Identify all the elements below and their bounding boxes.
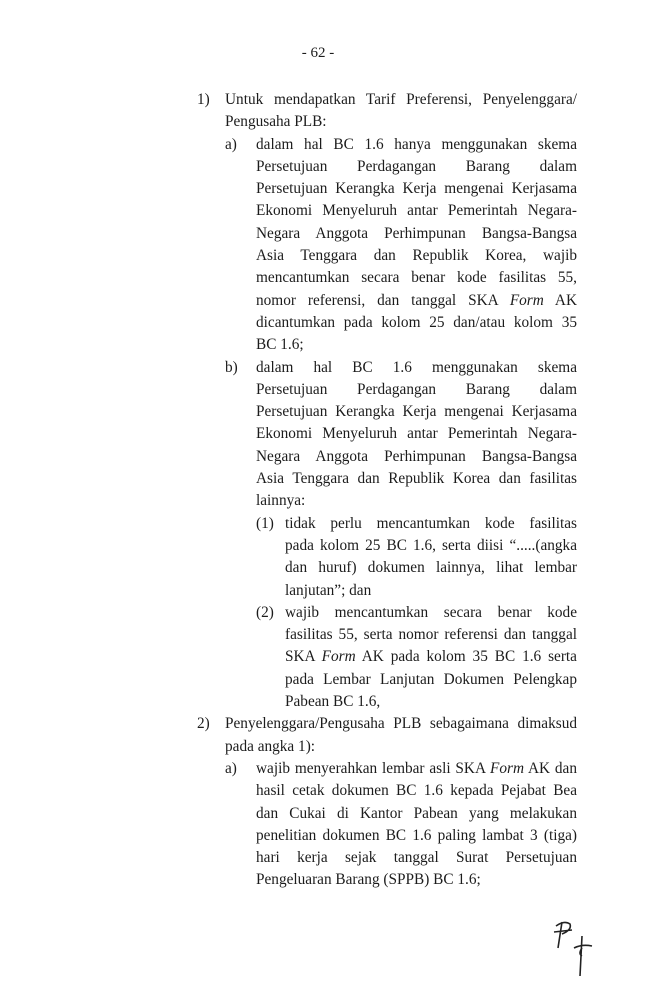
text-segment: SKA	[285, 648, 322, 666]
text-line: Untuk mendapatkan Tarif Preferensi, Penyelenggara/	[225, 91, 577, 108]
list-item	[0, 134, 654, 357]
italic-term: Form	[321, 648, 356, 666]
text-line: pada Lembar Lanjutan Dokumen Pelengkap	[285, 670, 577, 688]
text-line: Penyelenggara/Pengusaha PLB sebagaimana dimaksud	[225, 715, 577, 733]
text-line: Negara Anggota Perhimpunan Bangsa-Bangsa	[256, 447, 577, 465]
list-marker: 1)	[197, 91, 210, 108]
italic-term: Form	[509, 291, 544, 309]
text-line: Pengusaha PLB:	[225, 113, 327, 131]
text-line: fasilitas 55, serta nomor referensi dan tanggal	[285, 626, 577, 644]
text-line: BC 1.6;	[256, 336, 304, 354]
document-body	[0, 89, 654, 892]
text-line: Asia Tenggara dan Republik Korea, wajib	[256, 247, 577, 265]
italic-term: Form	[490, 759, 524, 777]
text-line: tidak perlu mencantumkan kode fasilitas	[285, 514, 577, 532]
text-line: Asia Tenggara dan Republik Korea dan fasilitas	[256, 470, 577, 488]
list-marker: a)	[225, 759, 237, 777]
text-line: Persetujuan Perdagangan Barang dalam	[256, 157, 577, 175]
list-item	[0, 713, 654, 758]
text-line	[285, 646, 577, 668]
list-marker: b)	[225, 358, 238, 376]
text-line: pada kolom 25 BC 1.6, serta diisi “.....(angka	[285, 536, 577, 554]
list-item	[0, 513, 654, 602]
text-line: Ekonomi Menyeluruh antar Pemerintah Negara-	[256, 202, 577, 220]
list-marker: 2)	[197, 715, 210, 733]
list-item	[0, 602, 654, 713]
text-line: dalam hal BC 1.6 hanya menggunakan skema	[256, 135, 577, 153]
text-line: Pengeluaran Barang (SPPB) BC 1.6;	[256, 871, 481, 889]
list-marker: a)	[225, 135, 237, 153]
text-segment: nomor referensi, dan tanggal SKA	[256, 291, 510, 309]
text-line: dicantumkan pada kolom 25 dan/atau kolom 35	[256, 313, 577, 331]
list-marker: (1)	[256, 514, 274, 532]
text-segment: AK pada kolom 35 BC 1.6 serta	[355, 648, 577, 666]
text-segment: AK	[543, 291, 577, 309]
list-item	[0, 89, 654, 134]
text-line: Persetujuan Perdagangan Barang dalam	[256, 380, 577, 398]
text-line: wajib mencantumkan secara benar kode	[285, 603, 577, 621]
text-line	[256, 758, 577, 780]
text-line: Pabean BC 1.6,	[285, 693, 381, 711]
text-line: dalam hal BC 1.6 menggunakan skema	[256, 358, 577, 376]
text-segment: AK dan	[524, 759, 577, 777]
text-segment: wajib menyerahkan lembar asli SKA	[256, 759, 490, 777]
list-item	[0, 357, 654, 513]
text-line: Ekonomi Menyeluruh antar Pemerintah Negara-	[256, 425, 577, 443]
text-line: Persetujuan Kerangka Kerja mengenai Kerjasama	[256, 180, 577, 198]
text-line	[256, 290, 577, 312]
signature-initials-icon	[552, 918, 602, 978]
text-line: hasil cetak dokumen BC 1.6 kepada Pejabat Bea	[256, 782, 577, 800]
text-line: lanjutan”; dan	[285, 581, 372, 599]
text-line: dan huruf) dokumen lainnya, lihat lembar	[285, 559, 577, 577]
text-line: hari kerja sejak tanggal Surat Persetujuan	[256, 849, 577, 867]
text-line: lainnya:	[256, 492, 306, 510]
text-line: pada angka 1):	[225, 737, 316, 755]
text-line: penelitian dokumen BC 1.6 paling lambat 3 (tiga)	[256, 826, 577, 844]
list-item	[0, 758, 654, 892]
list-marker: (2)	[256, 603, 274, 621]
page-number: - 62 -	[301, 45, 335, 61]
text-line: Negara Anggota Perhimpunan Bangsa-Bangsa	[256, 224, 577, 242]
text-line: dan Cukai di Kantor Pabean yang melakukan	[256, 804, 577, 822]
text-line: Persetujuan Kerangka Kerja mengenai Kerjasama	[256, 403, 577, 421]
text-line: mencantumkan secara benar kode fasilitas 55,	[256, 269, 577, 287]
